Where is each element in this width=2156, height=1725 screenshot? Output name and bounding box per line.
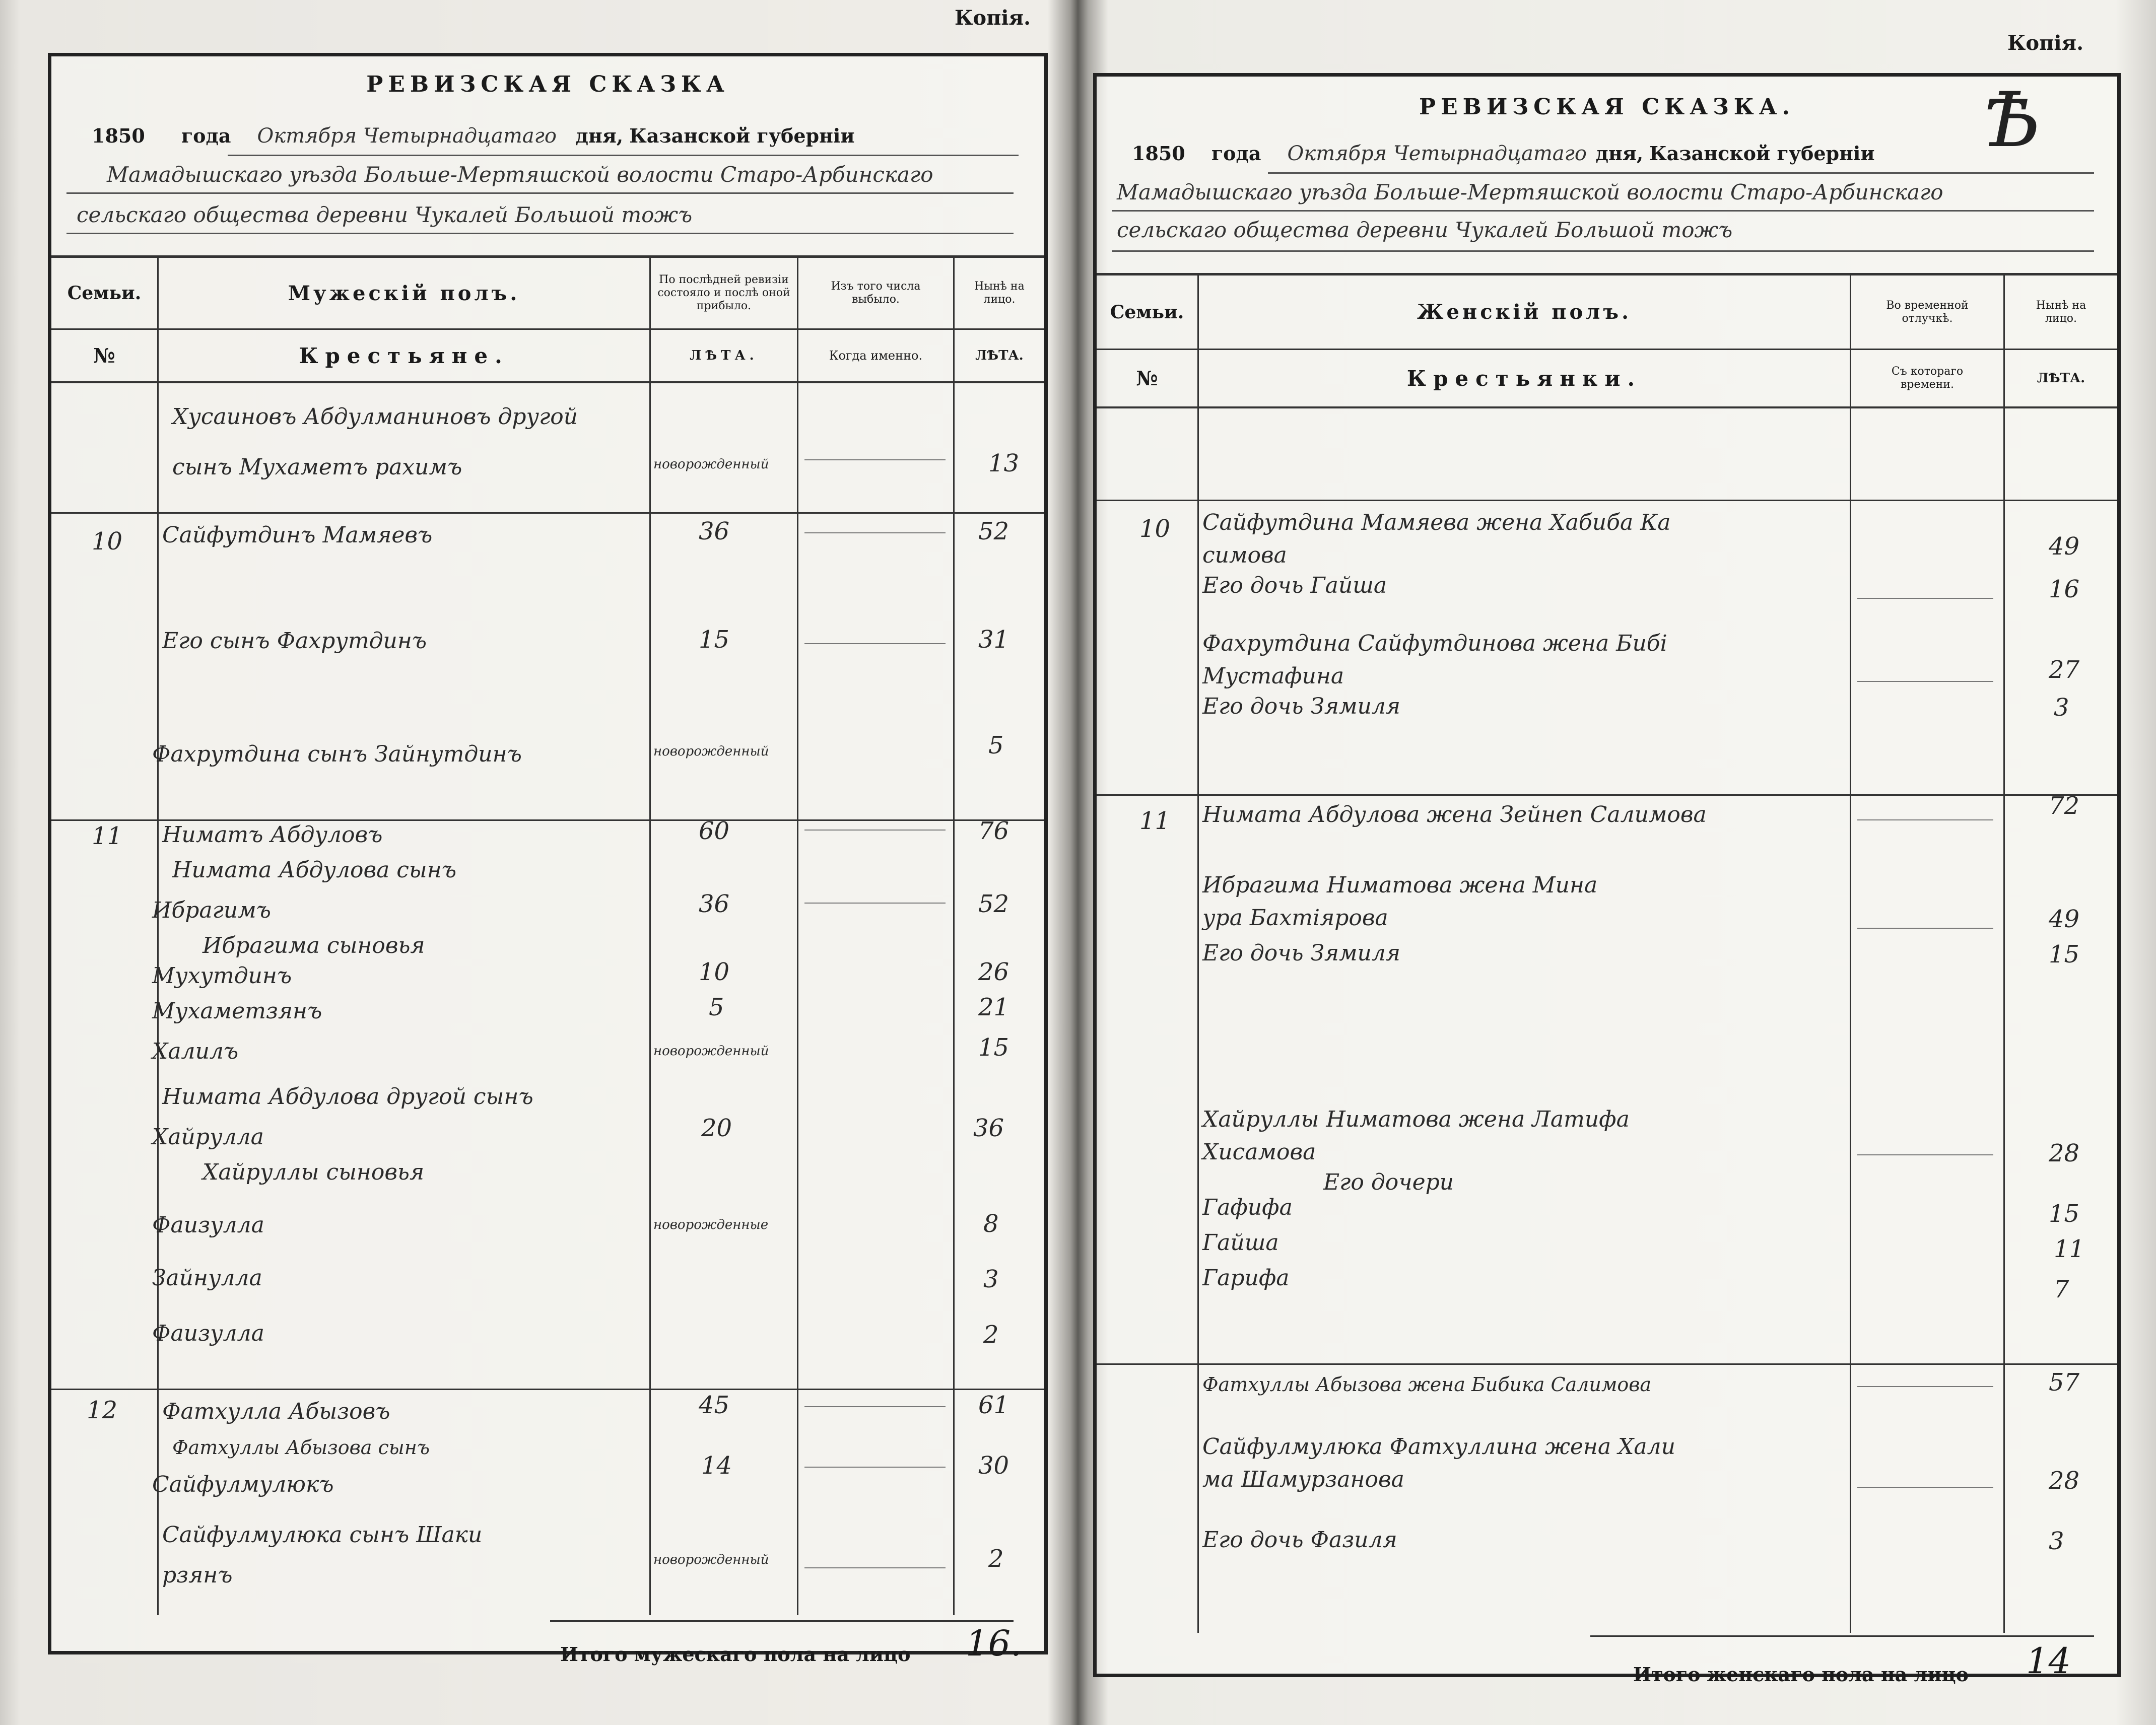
right-hw-underline-3 [1112, 250, 2094, 252]
left-day-word: дня, [575, 124, 624, 147]
right-entry-12-line1: Фатхуллы Абызова жена Бибика Салимова [1202, 1373, 1651, 1396]
right-col-sex: Женскій полъ. [1417, 300, 1632, 324]
left-entry-14-line1: Фатхулла Абызовъ [162, 1399, 390, 1424]
left-dash-1 [804, 459, 946, 460]
left-entry-15-line1: Фатхуллы Абызова сынъ [172, 1436, 430, 1459]
right-entry-2-line1: Его дочь Гайша [1202, 573, 1387, 598]
left-entry-10-now: 36 [973, 1114, 1004, 1142]
left-header-line3: сельскаго общества деревни Чукалей Большой тожъ [77, 202, 693, 227]
left-entry-6-line1: Нимата Абдулова сынъ [172, 857, 457, 883]
right-entry-10-now: 11 [2054, 1235, 2085, 1263]
left-copy-mark: Копія. [955, 6, 1031, 30]
left-col-class: Крестьяне. [299, 343, 509, 368]
right-title: РЕВИЗСКАЯ СКАЗКА. [1419, 94, 1795, 120]
left-col-rule-3 [797, 255, 798, 1615]
right-dash-2 [1857, 681, 1993, 682]
right-entry-3-now: 27 [2049, 656, 2080, 684]
left-col-last-revision: По послѣдней ревизіи состояло и послѣ оной прибыло. [657, 273, 790, 312]
right-entry-6-line1: Ибрагима Ниматова жена Мина [1202, 872, 1598, 898]
right-entry-2-now: 16 [2049, 575, 2080, 603]
right-dash-7 [1857, 1487, 1993, 1488]
left-col-rule-4 [953, 255, 955, 1615]
left-col-rule-2 [649, 255, 651, 1615]
right-entry-6-now: 49 [2049, 905, 2080, 933]
left-year-word: года [181, 124, 231, 147]
left-entry-1-last: новорожденный [653, 457, 769, 472]
left-entry-1-line2: сынъ Мухаметъ рахимъ [172, 454, 462, 480]
right-col-family: Семьи. [1110, 301, 1184, 323]
left-col-sex: Мужескій полъ. [288, 281, 520, 305]
left-hw-underline-1 [228, 155, 1019, 156]
right-entry-3-line1: Фахрутдина Сайфутдинова жена Бибі [1202, 631, 1667, 656]
right-dash-6 [1857, 1386, 1993, 1387]
right-entry-4-now: 3 [2054, 694, 2069, 722]
right-province: Казанской губерніи [1649, 142, 1875, 165]
left-dash-6 [804, 1406, 946, 1407]
left-dash-7 [804, 1467, 946, 1468]
right-col-rule-2 [1850, 273, 1851, 1633]
right-total-rule [1590, 1635, 2094, 1637]
right-header-line2: Мамадышскаго уѣзда Больше-Мертяшской волости Старо-Арбинскаго [1117, 180, 1943, 204]
left-total-label: Итого мужескаго пола на лицо [560, 1643, 911, 1666]
right-entry-1-now: 49 [2049, 532, 2080, 561]
right-entry-8-line2: Хисамова [1202, 1139, 1316, 1165]
right-entry-4-line1: Его дочь Зямиля [1202, 694, 1401, 719]
right-family-rule-11 [1097, 794, 2117, 796]
left-entry-3-last: 15 [699, 626, 730, 654]
left-entry-12-line1: Зайнулла [152, 1265, 262, 1291]
left-family-rule-10 [51, 512, 1044, 514]
right-dash-1 [1857, 598, 1993, 599]
left-entry-15-last: 14 [701, 1452, 732, 1480]
right-year: 1850 [1132, 142, 1185, 165]
right-col-since: Съ котораго времени. [1891, 365, 1964, 391]
left-entry-11-last: новорожденные [653, 1217, 769, 1232]
left-entry-13-line1: Фаизулла [152, 1321, 264, 1346]
left-col-rule-1 [157, 255, 159, 1615]
left-entry-7-now: 26 [978, 958, 1009, 986]
left-dash-8 [804, 1567, 946, 1568]
left-entry-9-last: новорожденный [653, 1044, 769, 1059]
left-family-rule-12 [51, 1389, 1044, 1390]
left-date-hw: Октября Четырнадцатаго [257, 124, 557, 148]
left-entry-11-line1: Хайруллы сыновья [203, 1159, 425, 1185]
left-entry-14-family: 12 [87, 1396, 118, 1424]
left-entry-10-line1: Нимата Абдулова другой сынъ [162, 1084, 533, 1110]
right-entry-7-now: 15 [2049, 940, 2080, 969]
right-dash-5 [1857, 1154, 1993, 1155]
right-dash-4 [1857, 928, 1993, 929]
left-entry-10-line2: Хайрулла [152, 1124, 264, 1150]
right-entry-11-now: 7 [2054, 1275, 2069, 1303]
left-entry-6-now: 52 [978, 890, 1009, 918]
left-dash-2 [804, 532, 946, 533]
right-entry-8-line1: Хайруллы Ниматова жена Латифа [1202, 1107, 1630, 1132]
left-entry-8-last: 5 [709, 993, 724, 1021]
left-entry-16-line2: рзянъ [162, 1562, 233, 1588]
right-entry-11-line1: Гарифа [1202, 1265, 1290, 1291]
left-entry-6-last: 36 [699, 890, 730, 918]
right-entry-7-line1: Его дочь Зямиля [1202, 940, 1401, 966]
left-hw-underline-2 [66, 192, 1014, 194]
right-signature-mark: Ѣ [1983, 77, 2041, 164]
right-entry-10-line1: Гайша [1202, 1230, 1279, 1256]
left-entry-3-line1: Его сынъ Фахрутдинъ [162, 628, 427, 654]
left-dash-3 [804, 643, 946, 644]
right-entry-3-line2: Мустафина [1202, 663, 1344, 689]
left-header-line2: Мамадышскаго уѣзда Больше-Мертяшской волости Старо-Арбинскаго [107, 162, 933, 187]
left-header-line1 [92, 124, 855, 148]
left-entry-13-now: 2 [983, 1321, 999, 1349]
left-entry-10-last: 20 [701, 1114, 732, 1142]
left-col-years: ЛѢТА. [690, 348, 758, 363]
left-entry-12-now: 3 [983, 1265, 999, 1293]
left-entry-4-now: 5 [988, 731, 1004, 760]
right-dash-3 [1857, 819, 1993, 820]
right-col-rule-1 [1197, 273, 1199, 1633]
right-entry-1-family: 10 [1139, 515, 1171, 543]
right-col-years: ЛѢТА. [2037, 371, 2085, 386]
right-col-no: № [1136, 366, 1158, 390]
left-entry-1-line1: Хусаиновъ Абдулманиновъ другой [172, 404, 578, 430]
right-family-rule-12 [1097, 1363, 2117, 1365]
right-entry-14-line1: Его дочь Фазиля [1202, 1527, 1397, 1553]
right-header-line3: сельскаго общества деревни Чукалей Большой тожъ [1117, 218, 1733, 242]
left-entry-6-line2: Ибрагимъ [152, 898, 272, 923]
left-entry-14-now: 61 [978, 1391, 1009, 1419]
left-col-now: Нынѣ на лицо. [974, 280, 1025, 306]
left-entry-9-line1: Халилъ [152, 1039, 239, 1064]
right-copy-mark: Копія. [2007, 31, 2084, 55]
left-entry-8-now: 21 [978, 993, 1009, 1021]
left-entry-5-line1: Ниматъ Абдуловъ [162, 822, 383, 848]
left-entry-7-line2: Мухутдинъ [152, 963, 292, 989]
left-col-family: Семьи. [67, 283, 142, 304]
left-entry-4-line1: Фахрутдина сынъ Зайнутдинъ [152, 741, 522, 767]
right-entry-5-now: 72 [2049, 792, 2080, 820]
right-page [1093, 73, 2121, 1686]
right-entry-5-line1: Нимата Абдулова жена Зейнеп Салимова [1202, 802, 1707, 827]
left-entry-15-now: 30 [978, 1452, 1009, 1480]
right-entry-1-line1: Сайфутдина Мамяева жена Хабиба Ка [1202, 510, 1671, 535]
left-entry-14-last: 45 [699, 1391, 730, 1419]
left-dash-5 [804, 903, 946, 904]
left-entry-11-now: 8 [983, 1210, 999, 1238]
right-entry-13-now: 28 [2049, 1467, 2080, 1495]
left-entry-11-line2: Фаизулла [152, 1212, 264, 1238]
left-entry-7-line1: Ибрагима сыновья [203, 933, 425, 958]
right-col-absent: Во временной отлучкѣ. [1886, 299, 1969, 325]
right-entry-9-now: 15 [2049, 1200, 2080, 1228]
left-entry-16-last: новорожденный [653, 1552, 769, 1567]
left-title: РЕВИЗСКАЯ СКАЗКА [366, 72, 729, 97]
left-total-rule [550, 1620, 1014, 1622]
left-hw-underline-3 [66, 233, 1014, 234]
right-entry-5-family: 11 [1139, 807, 1171, 835]
left-col-no: № [93, 343, 115, 368]
right-entry-9-line2: Гафифа [1202, 1195, 1293, 1220]
right-entry-13-line1: Сайфулмулюка Фатхуллина жена Хали [1202, 1434, 1676, 1460]
right-entry-13-line2: ма Шамурзанова [1202, 1467, 1404, 1492]
right-year-word: года [1211, 142, 1261, 165]
right-entry-9-line1: Его дочери [1323, 1169, 1454, 1195]
left-entry-9-now: 15 [978, 1033, 1009, 1062]
left-dash-4 [804, 830, 946, 831]
right-col-now: Нынѣ на лицо. [2036, 299, 2086, 325]
left-page [48, 53, 1048, 1666]
right-entry-6-line2: ура Бахтіярова [1202, 905, 1388, 931]
left-entry-2-line1: Сайфутдинъ Мамяевъ [162, 522, 433, 548]
left-entry-3-now: 31 [978, 626, 1009, 654]
left-col-dropped: Изъ того числа выбыло. [831, 280, 921, 306]
right-hw-underline-1 [1268, 172, 2094, 174]
right-family-rule-10 [1097, 500, 2117, 501]
right-header-line1 [1132, 142, 1875, 165]
left-total-value: 16. [966, 1623, 1022, 1664]
right-total-value: 14 [2026, 1640, 2071, 1682]
left-entry-16-line1: Сайфулмулюка сынъ Шаки [162, 1522, 483, 1548]
left-entry-8-line1: Мухаметзянъ [152, 998, 322, 1024]
right-col-rule-3 [2003, 273, 2005, 1633]
right-total-label: Итого женскаго пола на лицо [1633, 1663, 1969, 1686]
left-entry-4-last: новорожденный [653, 744, 769, 759]
right-hw-underline-2 [1112, 210, 2094, 212]
left-entry-1-now: 13 [988, 449, 1020, 477]
left-family-rule-11 [51, 819, 1044, 821]
left-entry-7-last: 10 [699, 958, 730, 986]
left-entry-5-family: 11 [92, 822, 123, 850]
left-entry-5-now: 76 [978, 817, 1009, 845]
left-entry-16-now: 2 [988, 1545, 1004, 1573]
right-entry-1-line2: симова [1202, 542, 1287, 568]
right-head-bottom-rule [1097, 406, 2117, 408]
left-entry-2-now: 52 [978, 517, 1009, 545]
left-col-when: Когда именно. [829, 349, 923, 363]
left-entry-5-last: 60 [699, 817, 730, 845]
left-col-years-now: ЛѢТА. [975, 348, 1024, 363]
right-entry-14-now: 3 [2049, 1527, 2064, 1555]
left-head-bottom-rule [51, 381, 1044, 383]
right-date-hw: Октября Четырнадцатаго [1287, 142, 1587, 165]
right-entry-12-now: 57 [2049, 1368, 2080, 1397]
left-province: Казанской губерніи [629, 124, 855, 147]
left-entry-2-last: 36 [699, 517, 730, 545]
right-col-class: Крестьянки. [1406, 366, 1642, 391]
left-entry-15-line2: Сайфулмулюкъ [152, 1472, 334, 1497]
right-day-word: дня, [1595, 142, 1644, 165]
left-entry-2-family: 10 [92, 527, 123, 556]
left-year: 1850 [92, 124, 145, 147]
right-entry-8-now: 28 [2049, 1139, 2080, 1167]
